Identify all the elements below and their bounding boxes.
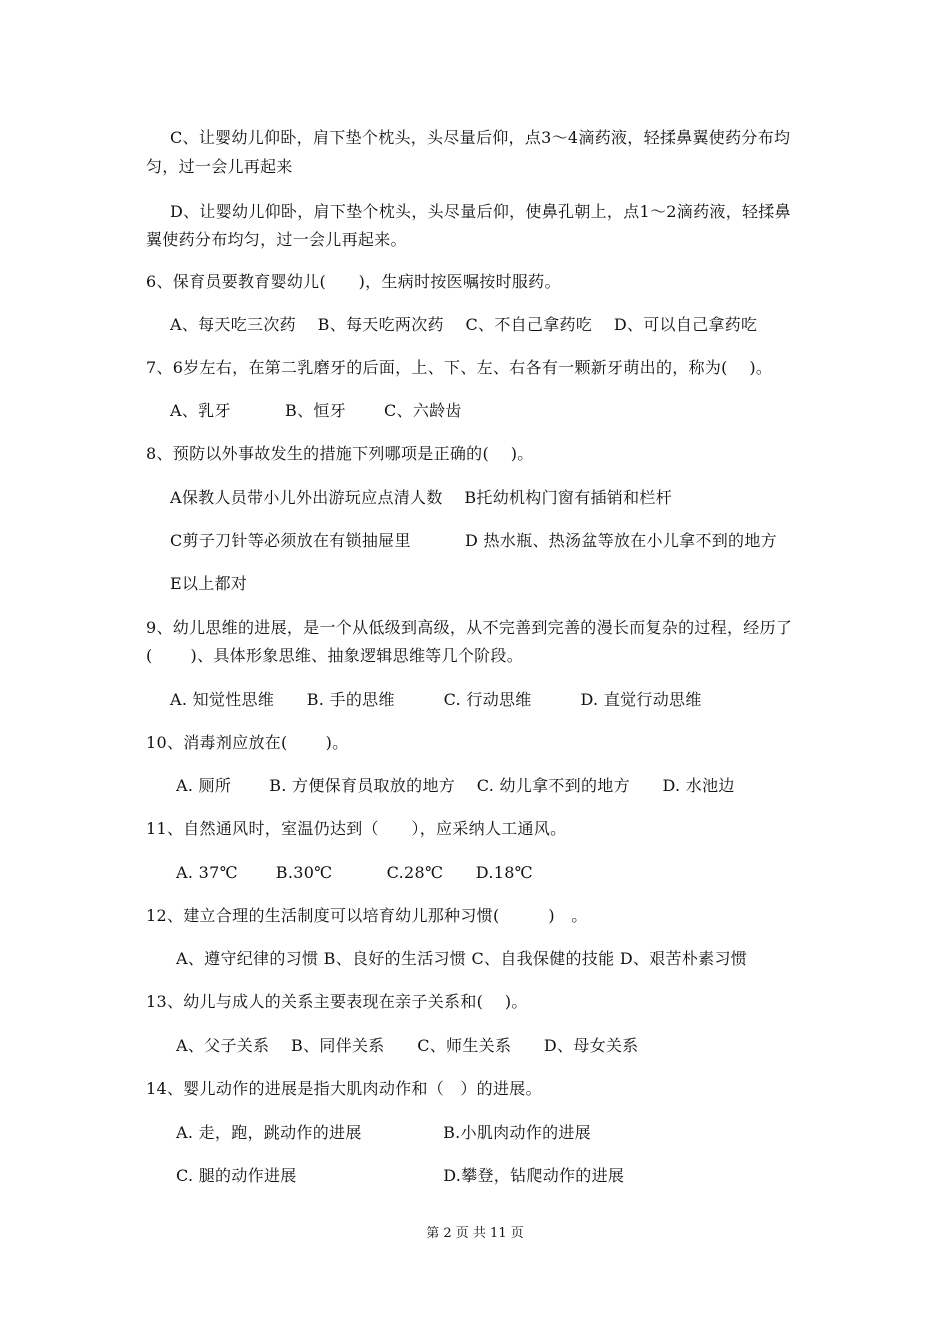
question-11-options: A. 37℃ B.30℃ C.28℃ D.18℃ xyxy=(176,863,533,882)
question-11: 11、自然通风时，室温仍达到（ ），应采纳人工通风。 xyxy=(146,819,567,838)
question-9-line-2: ( )、具体形象思维、抽象逻辑思维等几个阶段。 xyxy=(146,646,524,665)
question-5-option-c-line-1: C、让婴幼儿仰卧，肩下垫个枕头，头尽量后仰，点3～4滴药液，轻揉鼻翼使药分布均 xyxy=(170,128,791,147)
question-14-options-cd: C. 腿的动作进展 D.攀登，钻爬动作的进展 xyxy=(176,1166,625,1185)
question-10-options: A. 厕所 B. 方便保育员取放的地方 C. 幼儿拿不到的地方 D. 水池边 xyxy=(176,776,735,795)
question-14-options-ab: A. 走，跑，跳动作的进展 B.小肌肉动作的进展 xyxy=(176,1123,591,1142)
page-number-footer: 第 2 页 共 11 页 xyxy=(426,1226,524,1241)
question-8-option-e: E以上都对 xyxy=(170,574,248,593)
question-5-option-d-line-2: 翼使药分布均匀，过一会儿再起来。 xyxy=(146,230,407,249)
question-14: 14、婴儿动作的进展是指大肌肉动作和（ ）的进展。 xyxy=(146,1079,542,1098)
question-8: 8、预防以外事故发生的措施下列哪项是正确的( )。 xyxy=(146,444,534,463)
question-9-options: A. 知觉性思维 B. 手的思维 C. 行动思维 D. 直觉行动思维 xyxy=(170,690,702,709)
question-8-options-ab: A保教人员带小儿外出游玩应点清人数 B托幼机构门窗有插销和栏杆 xyxy=(170,488,672,507)
question-5-option-d-line-1: D、让婴幼儿仰卧，肩下垫个枕头，头尽量后仰，使鼻孔朝上，点1～2滴药液，轻揉鼻 xyxy=(170,202,791,221)
question-6: 6、保育员要教育婴幼儿( )，生病时按医嘱按时服药。 xyxy=(146,272,561,291)
question-12-options: A、遵守纪律的习惯 B、良好的生活习惯 C、自我保健的技能 D、艰苦朴素习惯 xyxy=(176,949,748,968)
question-8-options-cd: C剪子刀针等必须放在有锁抽屉里 D 热水瓶、热汤盆等放在小儿拿不到的地方 xyxy=(170,531,777,550)
question-6-options: A、每天吃三次药 B、每天吃两次药 C、不自己拿药吃 D、可以自己拿药吃 xyxy=(170,315,758,334)
question-13-options: A、父子关系 B、同伴关系 C、师生关系 D、母女关系 xyxy=(176,1036,639,1055)
question-9-line-1: 9、幼儿思维的进展，是一个从低级到高级，从不完善到完善的漫长而复杂的过程，经历了 xyxy=(146,618,793,637)
question-7-options: A、乳牙 B、恒牙 C、六龄齿 xyxy=(170,401,462,420)
question-10: 10、消毒剂应放在( )。 xyxy=(146,733,349,752)
question-7: 7、6岁左右，在第二乳磨牙的后面，上、下、左、右各有一颗新牙萌出的，称为( )。 xyxy=(146,358,773,377)
question-12: 12、建立合理的生活制度可以培育幼儿那种习惯( ) 。 xyxy=(146,906,588,925)
question-5-option-c-line-2: 匀，过一会儿再起来 xyxy=(146,157,293,176)
question-13: 13、幼儿与成人的关系主要表现在亲子关系和( )。 xyxy=(146,992,528,1011)
